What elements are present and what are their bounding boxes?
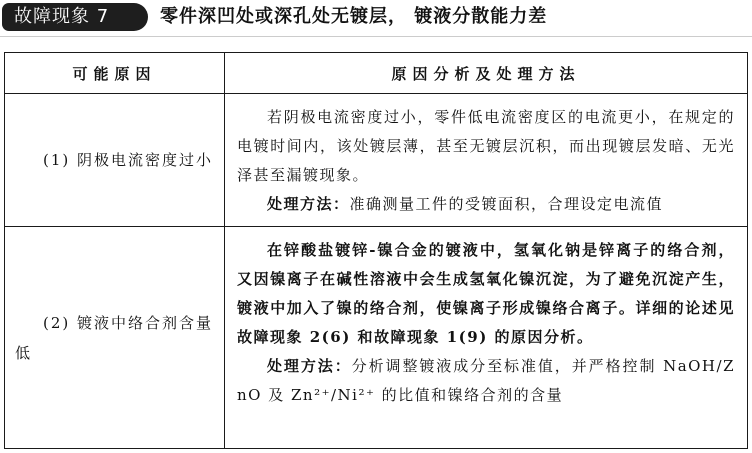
treatment-method-label: 处理方法： xyxy=(267,357,352,375)
treatment-method xyxy=(237,352,735,410)
table-header-row xyxy=(5,53,747,94)
treatment-method-label: 处理方法： xyxy=(267,195,350,213)
treatment-method-text: 分析调整镀液成分至标准值，并严格控制 NaOH/ZnO 及 Zn²⁺/Ni²⁺ 的比值和镍络合剂的含量 xyxy=(237,357,735,404)
cause-cell xyxy=(5,227,225,448)
cause-analysis-table xyxy=(4,52,748,449)
fault-number-badge: 故障现象 7 xyxy=(2,3,148,31)
table-row xyxy=(5,94,747,227)
cause-cell xyxy=(5,94,225,226)
cause-text: (2) 镀液中络合剂含量低 xyxy=(15,313,214,362)
treatment-method xyxy=(237,190,735,219)
column-header-analysis: 原因分析及处理方法 xyxy=(391,64,581,83)
treatment-method-text: 准确测量工件的受镀面积，合理设定电流值 xyxy=(349,195,664,213)
analysis-text: 若阴极电流密度过小，零件低电流密度区的电流更小，在规定的电镀时间内，该处镀层薄，甚至无镀层沉积，而出现镀层发暗、无光泽甚至漏镀现象。 xyxy=(237,108,735,184)
fault-header xyxy=(0,0,752,36)
analysis-cell xyxy=(225,227,747,448)
table-row xyxy=(5,227,747,448)
header-divider xyxy=(0,36,752,37)
analysis-cell xyxy=(225,94,747,226)
cause-text: (1) 阴极电流密度过小 xyxy=(43,151,214,169)
fault-title: 零件深凹处或深孔处无镀层， 镀液分散能力差 xyxy=(160,6,548,27)
column-header-cause: 可能原因 xyxy=(5,53,225,93)
analysis-text: 在锌酸盐镀锌-镍合金的镀液中，氢氧化钠是锌离子的络合剂，又因镍离子在碱性溶液中会生成氢氧化镍沉淀，为了避免沉淀产生，镀液中加入了镍的络合剂，使镍离子形成镍络合离子。详细的论述见故障现象 2(6) 和故障现象 1(9) 的原因分析。 xyxy=(237,241,735,346)
